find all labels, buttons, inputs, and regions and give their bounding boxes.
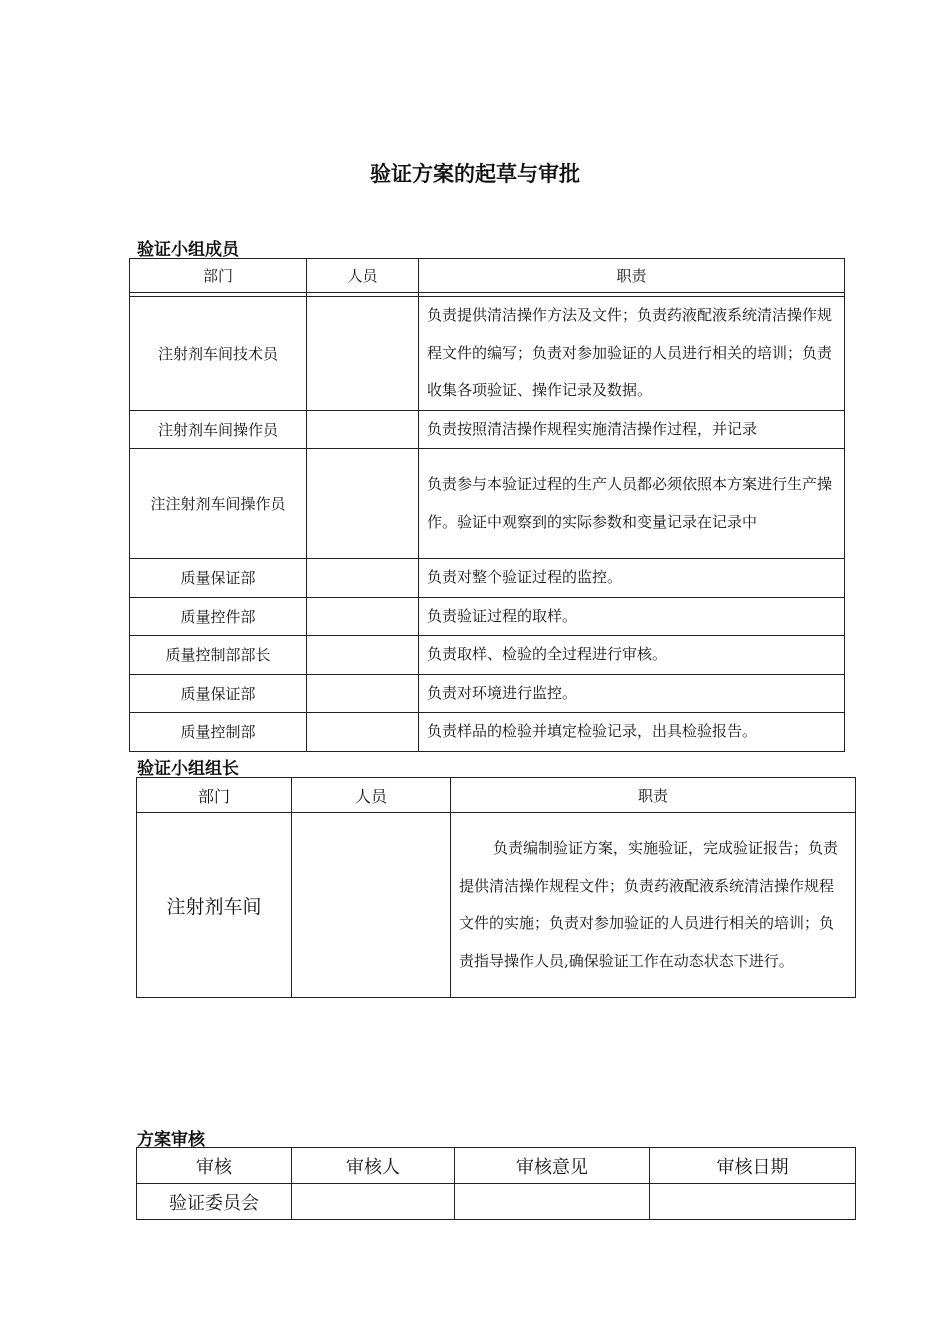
member-dept: 质量控制部: [130, 713, 307, 752]
review-opinion: [455, 1184, 650, 1220]
review-header-row: [137, 1148, 856, 1184]
members-heading: 验证小组成员: [137, 240, 239, 260]
member-dept: 质量控制部部长: [130, 636, 307, 675]
table-row: [137, 813, 856, 998]
table-row: [130, 559, 845, 598]
table-row: [130, 410, 845, 449]
leader-col-duty: 职责: [451, 778, 856, 813]
member-duty: 负责提供清洁操作方法及文件；负责药液配液系统清洁操作规程文件的编写；负责对参加验证的人员进行相关的培训；负责收集各项验证、操作记录及数据。: [419, 297, 845, 411]
member-person: [307, 597, 419, 636]
member-dept: 质量保证部: [130, 674, 307, 713]
table-row: [130, 636, 845, 675]
review-date: [650, 1184, 856, 1220]
leader-col-dept: 部门: [137, 778, 292, 813]
member-duty: 负责样品的检验并填定检验记录，出具检验报告。: [419, 713, 845, 752]
leader-dept: 注射剂车间: [137, 813, 292, 998]
member-duty: 负责参与本验证过程的生产人员都必须依照本方案进行生产操作。验证中观察到的实际参数和变量记录在记录中: [419, 449, 845, 559]
member-duty: 负责对整个验证过程的监控。: [419, 559, 845, 598]
leader-person: [292, 813, 451, 998]
members-table: [129, 258, 845, 752]
review-col-reviewer: 审核人: [292, 1148, 455, 1184]
leader-header-row: [137, 778, 856, 813]
member-dept: 注射剂车间操作员: [130, 410, 307, 449]
review-table: [136, 1147, 856, 1220]
review-group: 验证委员会: [137, 1184, 292, 1220]
table-row: [130, 297, 845, 411]
member-person: [307, 559, 419, 598]
member-duty: 负责对环境进行监控。: [419, 674, 845, 713]
leader-heading: 验证小组组长: [137, 759, 239, 779]
table-row: [130, 674, 845, 713]
members-col-duty: 职责: [419, 259, 845, 293]
page-title: 验证方案的起草与审批: [370, 162, 580, 186]
members-header-row: [130, 259, 845, 293]
review-col-review: 审核: [137, 1148, 292, 1184]
member-person: [307, 297, 419, 411]
leader-col-person: 人员: [292, 778, 451, 813]
table-row: [137, 1184, 856, 1220]
leader-table: [136, 777, 856, 998]
member-person: [307, 636, 419, 675]
member-person: [307, 449, 419, 559]
member-duty: 负责取样、检验的全过程进行审核。: [419, 636, 845, 675]
review-heading: 方案审核: [137, 1130, 205, 1150]
member-duty: 负责按照清洁操作规程实施清洁操作过程，并记录: [419, 410, 845, 449]
review-col-date: 审核日期: [650, 1148, 856, 1184]
member-person: [307, 674, 419, 713]
member-duty: 负责验证过程的取样。: [419, 597, 845, 636]
leader-duty: 负责编制验证方案，实施验证，完成验证报告；负责提供清洁操作规程文件；负责药液配液系统清洁操作规程文件的实施；负责对参加验证的人员进行相关的培训；负责指导操作人员,确保验证工作在动态状态下进行。: [451, 813, 856, 998]
table-row: [130, 713, 845, 752]
member-person: [307, 713, 419, 752]
member-person: [307, 410, 419, 449]
member-dept: 注注射剂车间操作员: [130, 449, 307, 559]
table-row: [130, 597, 845, 636]
member-dept: 质量保证部: [130, 559, 307, 598]
review-reviewer: [292, 1184, 455, 1220]
member-dept: 质量控件部: [130, 597, 307, 636]
members-col-person: 人员: [307, 259, 419, 293]
review-col-opinion: 审核意见: [455, 1148, 650, 1184]
table-row: [130, 449, 845, 559]
members-col-dept: 部门: [130, 259, 307, 293]
member-dept: 注射剂车间技术员: [130, 297, 307, 411]
